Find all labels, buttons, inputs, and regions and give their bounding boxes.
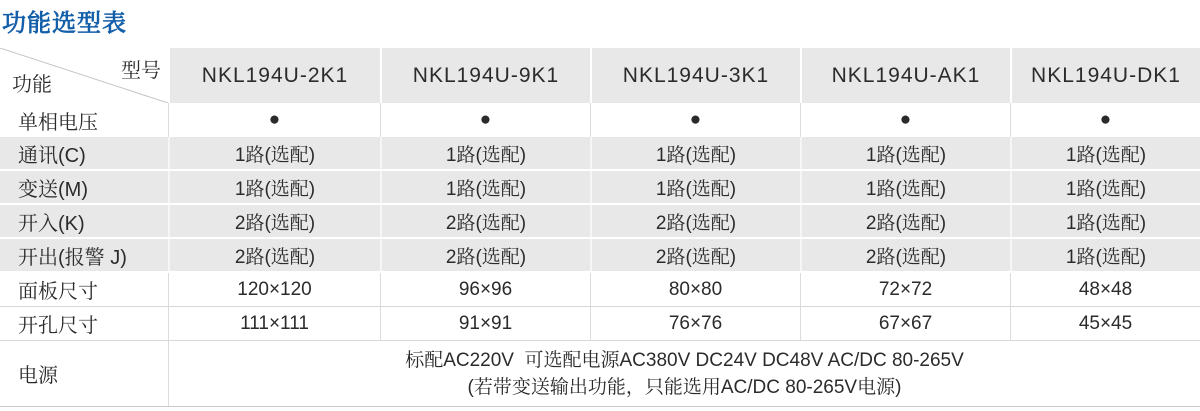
table-cell: 2路(选配) xyxy=(380,239,590,271)
power-supply-line1: 标配AC220V 可选配电源AC380V DC24V DC48V AC/DC 80-265V xyxy=(405,349,964,371)
table-row-transmit xyxy=(0,171,1200,205)
row-label: 开孔尺寸 xyxy=(0,307,168,340)
model-header: NKL194U-9K1 xyxy=(380,48,590,103)
table-cell: 1路(选配) xyxy=(1010,137,1200,169)
table-cell: 1路(选配) xyxy=(168,137,380,169)
model-header: NKL194U-3K1 xyxy=(590,48,800,103)
table-cell: 72×72 xyxy=(800,273,1010,306)
table-cell: ● xyxy=(380,103,590,137)
table-row-voltage xyxy=(0,103,1200,137)
table-cell: 45×45 xyxy=(1010,307,1200,340)
table-cell: 1路(选配) xyxy=(590,171,800,203)
table-cell: 1路(选配) xyxy=(1010,205,1200,237)
table-cell: 76×76 xyxy=(590,307,800,340)
model-header: NKL194U-DK1 xyxy=(1010,48,1200,103)
row-label: 面板尺寸 xyxy=(0,273,168,306)
table-row-digital-input xyxy=(0,205,1200,239)
table-row-digital-output xyxy=(0,239,1200,273)
table-row-panel-size xyxy=(0,273,1200,307)
table-cell: 2路(选配) xyxy=(590,205,800,237)
table-cell: 2路(选配) xyxy=(168,239,380,271)
table-row-cutout-size xyxy=(0,307,1200,341)
table-cell: 80×80 xyxy=(590,273,800,306)
corner-label-model: 型号 xyxy=(121,60,161,82)
row-label: 开出(报警 J) xyxy=(0,239,168,271)
table-cell: 2路(选配) xyxy=(590,239,800,271)
row-label: 通讯(C) xyxy=(0,137,168,169)
table-cell: 1路(选配) xyxy=(590,137,800,169)
table-cell: 111×111 xyxy=(168,307,380,340)
corner-label-function: 功能 xyxy=(12,74,52,96)
model-header: NKL194U-2K1 xyxy=(168,48,380,103)
table-cell: 1路(选配) xyxy=(380,171,590,203)
row-label: 开入(K) xyxy=(0,205,168,237)
power-supply-line2: (若带变送输出功能，只能选用AC/DC 80-265V电源) xyxy=(467,376,902,398)
table-header-row xyxy=(0,48,1200,103)
table-row-power xyxy=(0,341,1200,407)
table-cell: 120×120 xyxy=(168,273,380,306)
row-label: 电源 xyxy=(0,341,168,406)
table-row-comm xyxy=(0,137,1200,171)
table-cell: 91×91 xyxy=(380,307,590,340)
table-cell: 1路(选配) xyxy=(1010,171,1200,203)
table-cell: ● xyxy=(590,103,800,137)
power-supply-cell xyxy=(168,341,1200,406)
table-cell: ● xyxy=(168,103,380,137)
row-label: 单相电压 xyxy=(0,103,168,137)
table-cell: ● xyxy=(1010,103,1200,137)
table-cell: 48×48 xyxy=(1010,273,1200,306)
table-cell: 1路(选配) xyxy=(800,171,1010,203)
row-label: 变送(M) xyxy=(0,171,168,203)
table-cell: 2路(选配) xyxy=(168,205,380,237)
table-cell: 1路(选配) xyxy=(380,137,590,169)
model-header: NKL194U-AK1 xyxy=(800,48,1010,103)
table-cell: 67×67 xyxy=(800,307,1010,340)
table-cell: 1路(选配) xyxy=(168,171,380,203)
table-cell: 1路(选配) xyxy=(800,137,1010,169)
table-cell: 2路(选配) xyxy=(800,205,1010,237)
table-cell: 96×96 xyxy=(380,273,590,306)
corner-cell xyxy=(0,48,168,103)
function-selection-table xyxy=(0,48,1200,407)
table-cell: 1路(选配) xyxy=(1010,239,1200,271)
table-cell: 2路(选配) xyxy=(800,239,1010,271)
page-title: 功能选型表 xyxy=(2,10,127,37)
table-cell: 2路(选配) xyxy=(380,205,590,237)
table-cell: ● xyxy=(800,103,1010,137)
